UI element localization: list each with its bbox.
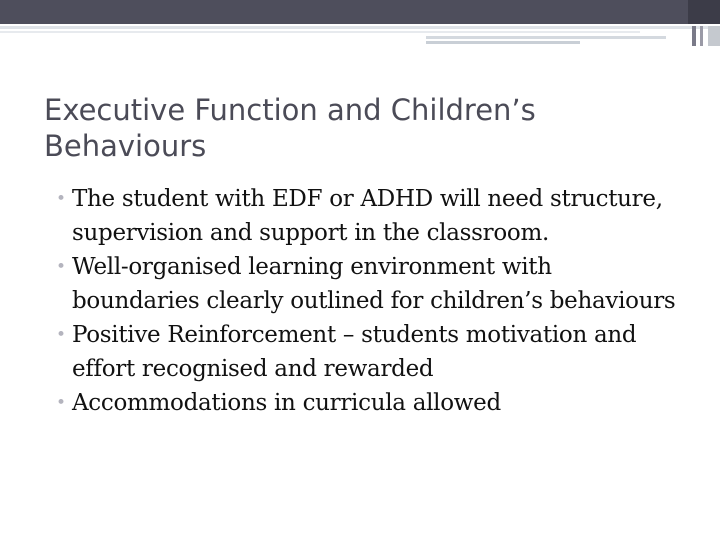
slide-title: Executive Function and Children’s Behaviours <box>44 93 536 163</box>
bullet-dot-icon: • <box>56 393 66 413</box>
decorative-stripe <box>0 26 720 29</box>
top-bar-corner <box>688 0 720 24</box>
bullet-dot-icon: • <box>56 257 66 277</box>
bullet-text: Positive Reinforcement – students motivation and effort recognised and rewarded <box>72 322 637 382</box>
bullet-dot-icon: • <box>56 325 66 345</box>
bullet-list <box>44 182 684 420</box>
decorative-corner-bar <box>700 26 703 46</box>
bullet-text: The student with EDF or ADHD will need structure, supervision and support in the classroom. <box>72 186 663 246</box>
bullet-text: Well-organised learning environment with boundaries clearly outlined for children’s behaviours <box>72 254 676 314</box>
bullet-item <box>44 386 684 420</box>
bullet-item <box>44 250 684 318</box>
bullet-item <box>44 318 684 386</box>
bullet-text: Accommodations in curricula allowed <box>72 390 501 416</box>
bullet-item <box>44 182 684 250</box>
decorative-corner-bar <box>708 26 720 46</box>
decorative-corner-bar <box>692 26 696 46</box>
decorative-stripe <box>0 31 640 33</box>
decorative-stripe <box>426 36 666 39</box>
bullet-dot-icon: • <box>56 189 66 209</box>
decorative-stripe <box>426 41 580 44</box>
top-decorative-bar <box>0 0 720 24</box>
